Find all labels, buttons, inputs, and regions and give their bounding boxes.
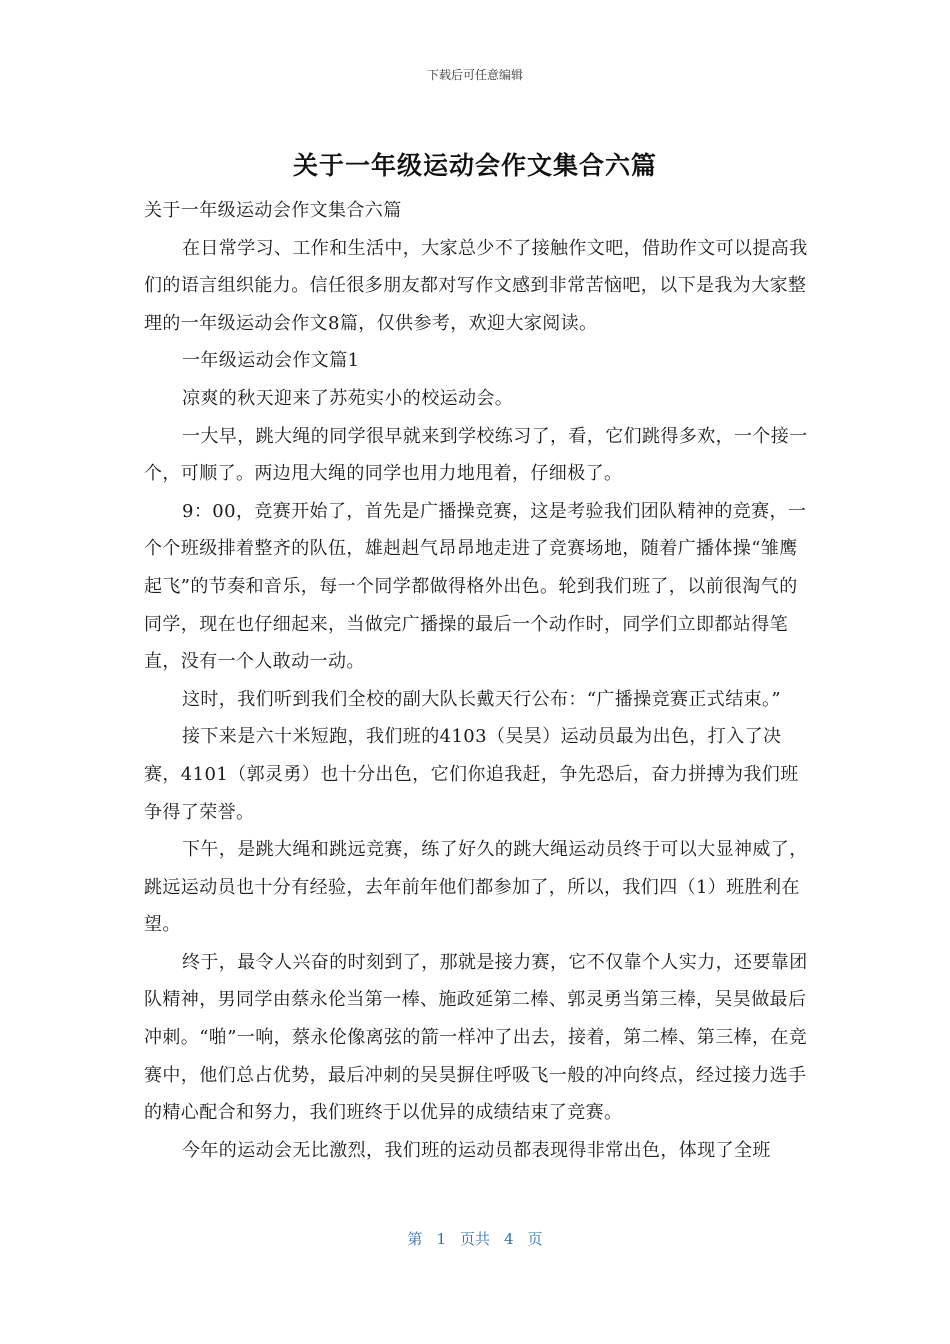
subtitle-paragraph: 关于一年级运动会作文集合六篇 bbox=[144, 200, 402, 221]
page-footer bbox=[0, 1228, 950, 1249]
header-note: 下载后可任意编辑 bbox=[426, 68, 523, 82]
body-paragraph: 一大早，跳大绳的同学很早就来到学校练习了，看，它们跳得多欢，一个接一个，可顺了。两边甩大绳的同学也用力地甩着，仔细极了。 bbox=[144, 425, 808, 485]
footer-middle: 页共 bbox=[459, 1230, 490, 1248]
footer-page-number: 1 bbox=[436, 1230, 446, 1248]
footer-total-pages: 4 bbox=[504, 1230, 514, 1248]
document-title: 关于一年级运动会作文集合六篇 bbox=[292, 151, 657, 180]
document-body bbox=[144, 192, 808, 1169]
body-paragraph: 这时，我们听到我们全校的副大队长戴天行公布：“广播操竞赛正式结束。” bbox=[182, 688, 782, 710]
body-paragraph: 9：00，竞赛开始了，首先是广播操竞赛，这是考验我们团队精神的竞赛，一个个班级排着整齐的队伍，雄赳赳气昂昂地走进了竞赛场地，随着广播体操“雏鹰起飞”的节奏和音乐，每一个同学都做得格外出色。轮到我们班了，以前很淘气的同学，现在也仔细起来，当做完广播操的最后一个动作时，同学们立即都站得笔直，没有一个人敢动一动。 bbox=[144, 500, 807, 673]
body-paragraph: 下午，是跳大绳和跳远竞赛，练了好久的跳大绳运动员终于可以大显神威了，跳远运动员也十分有经验，去年前年他们都参加了，所以，我们四（1）班胜利在望。 bbox=[144, 839, 808, 936]
body-paragraph: 接下来是六十米短跑，我们班的4103（吴昊）运动员最为出色，打入了决赛，4101（郭灵勇）也十分出色，它们你追我赶，争先恐后，奋力拼搏为我们班争得了荣誉。 bbox=[144, 726, 799, 823]
body-paragraph: 终于，最令人兴奋的时刻到了，那就是接力赛，它不仅靠个人实力，还要靠团队精神，男同学由蔡永伦当第一棒、施政延第二棒、郭灵勇当第三棒，吴昊做最后冲刺。“啪”一响，蔡永伦像离弦的箭一样冲了出去，接着，第二棒、第三棒，在竞赛中，他们总占优势，最后冲刺的吴昊摒住呼吸飞一般的冲向终点，经过接力选手的精心配合和努力，我们班终于以优异的成绩结束了竞赛。 bbox=[144, 951, 808, 1124]
essay-heading: 一年级运动会作文篇1 bbox=[182, 350, 360, 372]
footer-prefix: 第 bbox=[407, 1230, 423, 1248]
intro-paragraph: 在日常学习、工作和生活中，大家总少不了接触作文吧，借助作文可以提高我们的语言组织能力。信任很多朋友都对写作文感到非常苦恼吧，以下是我为大家整理的一年级运动会作文8篇，仅供参考，欢迎大家阅读。 bbox=[144, 237, 808, 334]
footer-suffix: 页 bbox=[527, 1230, 543, 1248]
body-paragraph: 今年的运动会无比激烈，我们班的运动员都表现得非常出色，体现了全班 bbox=[182, 1139, 771, 1161]
body-paragraph: 凉爽的秋天迎来了苏苑实小的校运动会。 bbox=[182, 387, 514, 409]
